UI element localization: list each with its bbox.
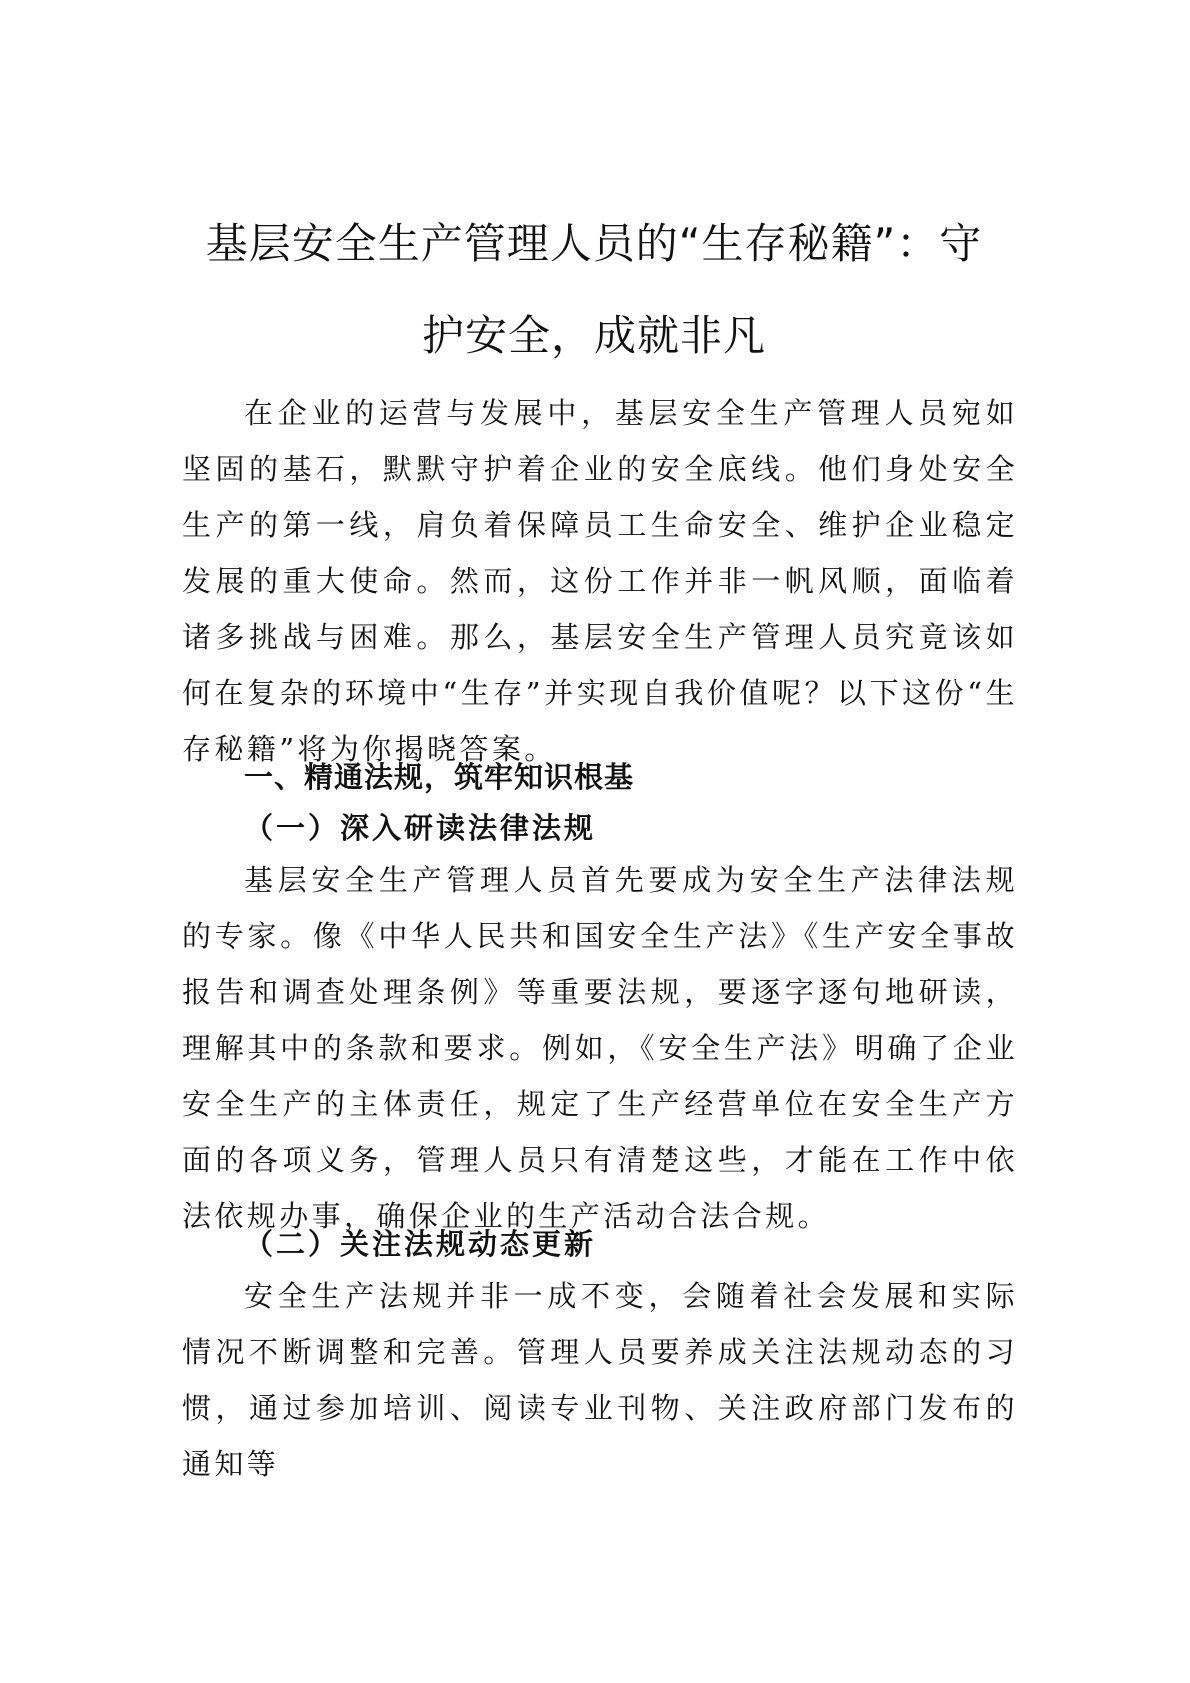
- section-heading-1: 一、精通法规，筑牢知识根基: [244, 760, 635, 794]
- subsection-2-paragraph: 安全生产法规并非一成不变，会随着社会发展和实际情况不断调整和完善。管理人员要养成关注法规动态的习惯，通过参加培训、阅读专业刊物、关注政府部门发布的通知等: [182, 1279, 1018, 1481]
- subsection-heading-1: （一）深入研读法律法规: [244, 811, 597, 845]
- subsection-heading-2: （二）关注法规动态更新: [244, 1227, 597, 1261]
- title-line-1: 基层安全生产管理人员的“生存秘籍”：守: [205, 219, 983, 268]
- document-title: [150, 198, 1038, 382]
- intro-paragraph: 在企业的运营与发展中，基层安全生产管理人员宛如坚固的基石，默默守护着企业的安全底线。他们身处安全生产的第一线，肩负着保障员工生命安全、维护企业稳定发展的重大使命。然而，这份工作并非一帆风顺，面临着诸多挑战与困难。那么，基层安全生产管理人员究竟该如何在复杂的环境中“生存”并实现自我价值呢？以下这份“生存秘籍”将为你揭晓答案。: [182, 396, 1018, 766]
- subsection-1-paragraph: 基层安全生产管理人员首先要成为安全生产法律法规的专家。像《中华人民共和国安全生产法》《生产安全事故报告和调查处理条例》等重要法规，要逐字逐句地研读，理解其中的条款和要求。例如，《安全生产法》明确了企业安全生产的主体责任，规定了生产经营单位在安全生产方面的各项义务，管理人员只有清楚这些，才能在工作中依法依规办事，确保企业的生产活动合法合规。: [182, 863, 1018, 1233]
- title-line-2: 护安全，成就非凡: [421, 311, 766, 360]
